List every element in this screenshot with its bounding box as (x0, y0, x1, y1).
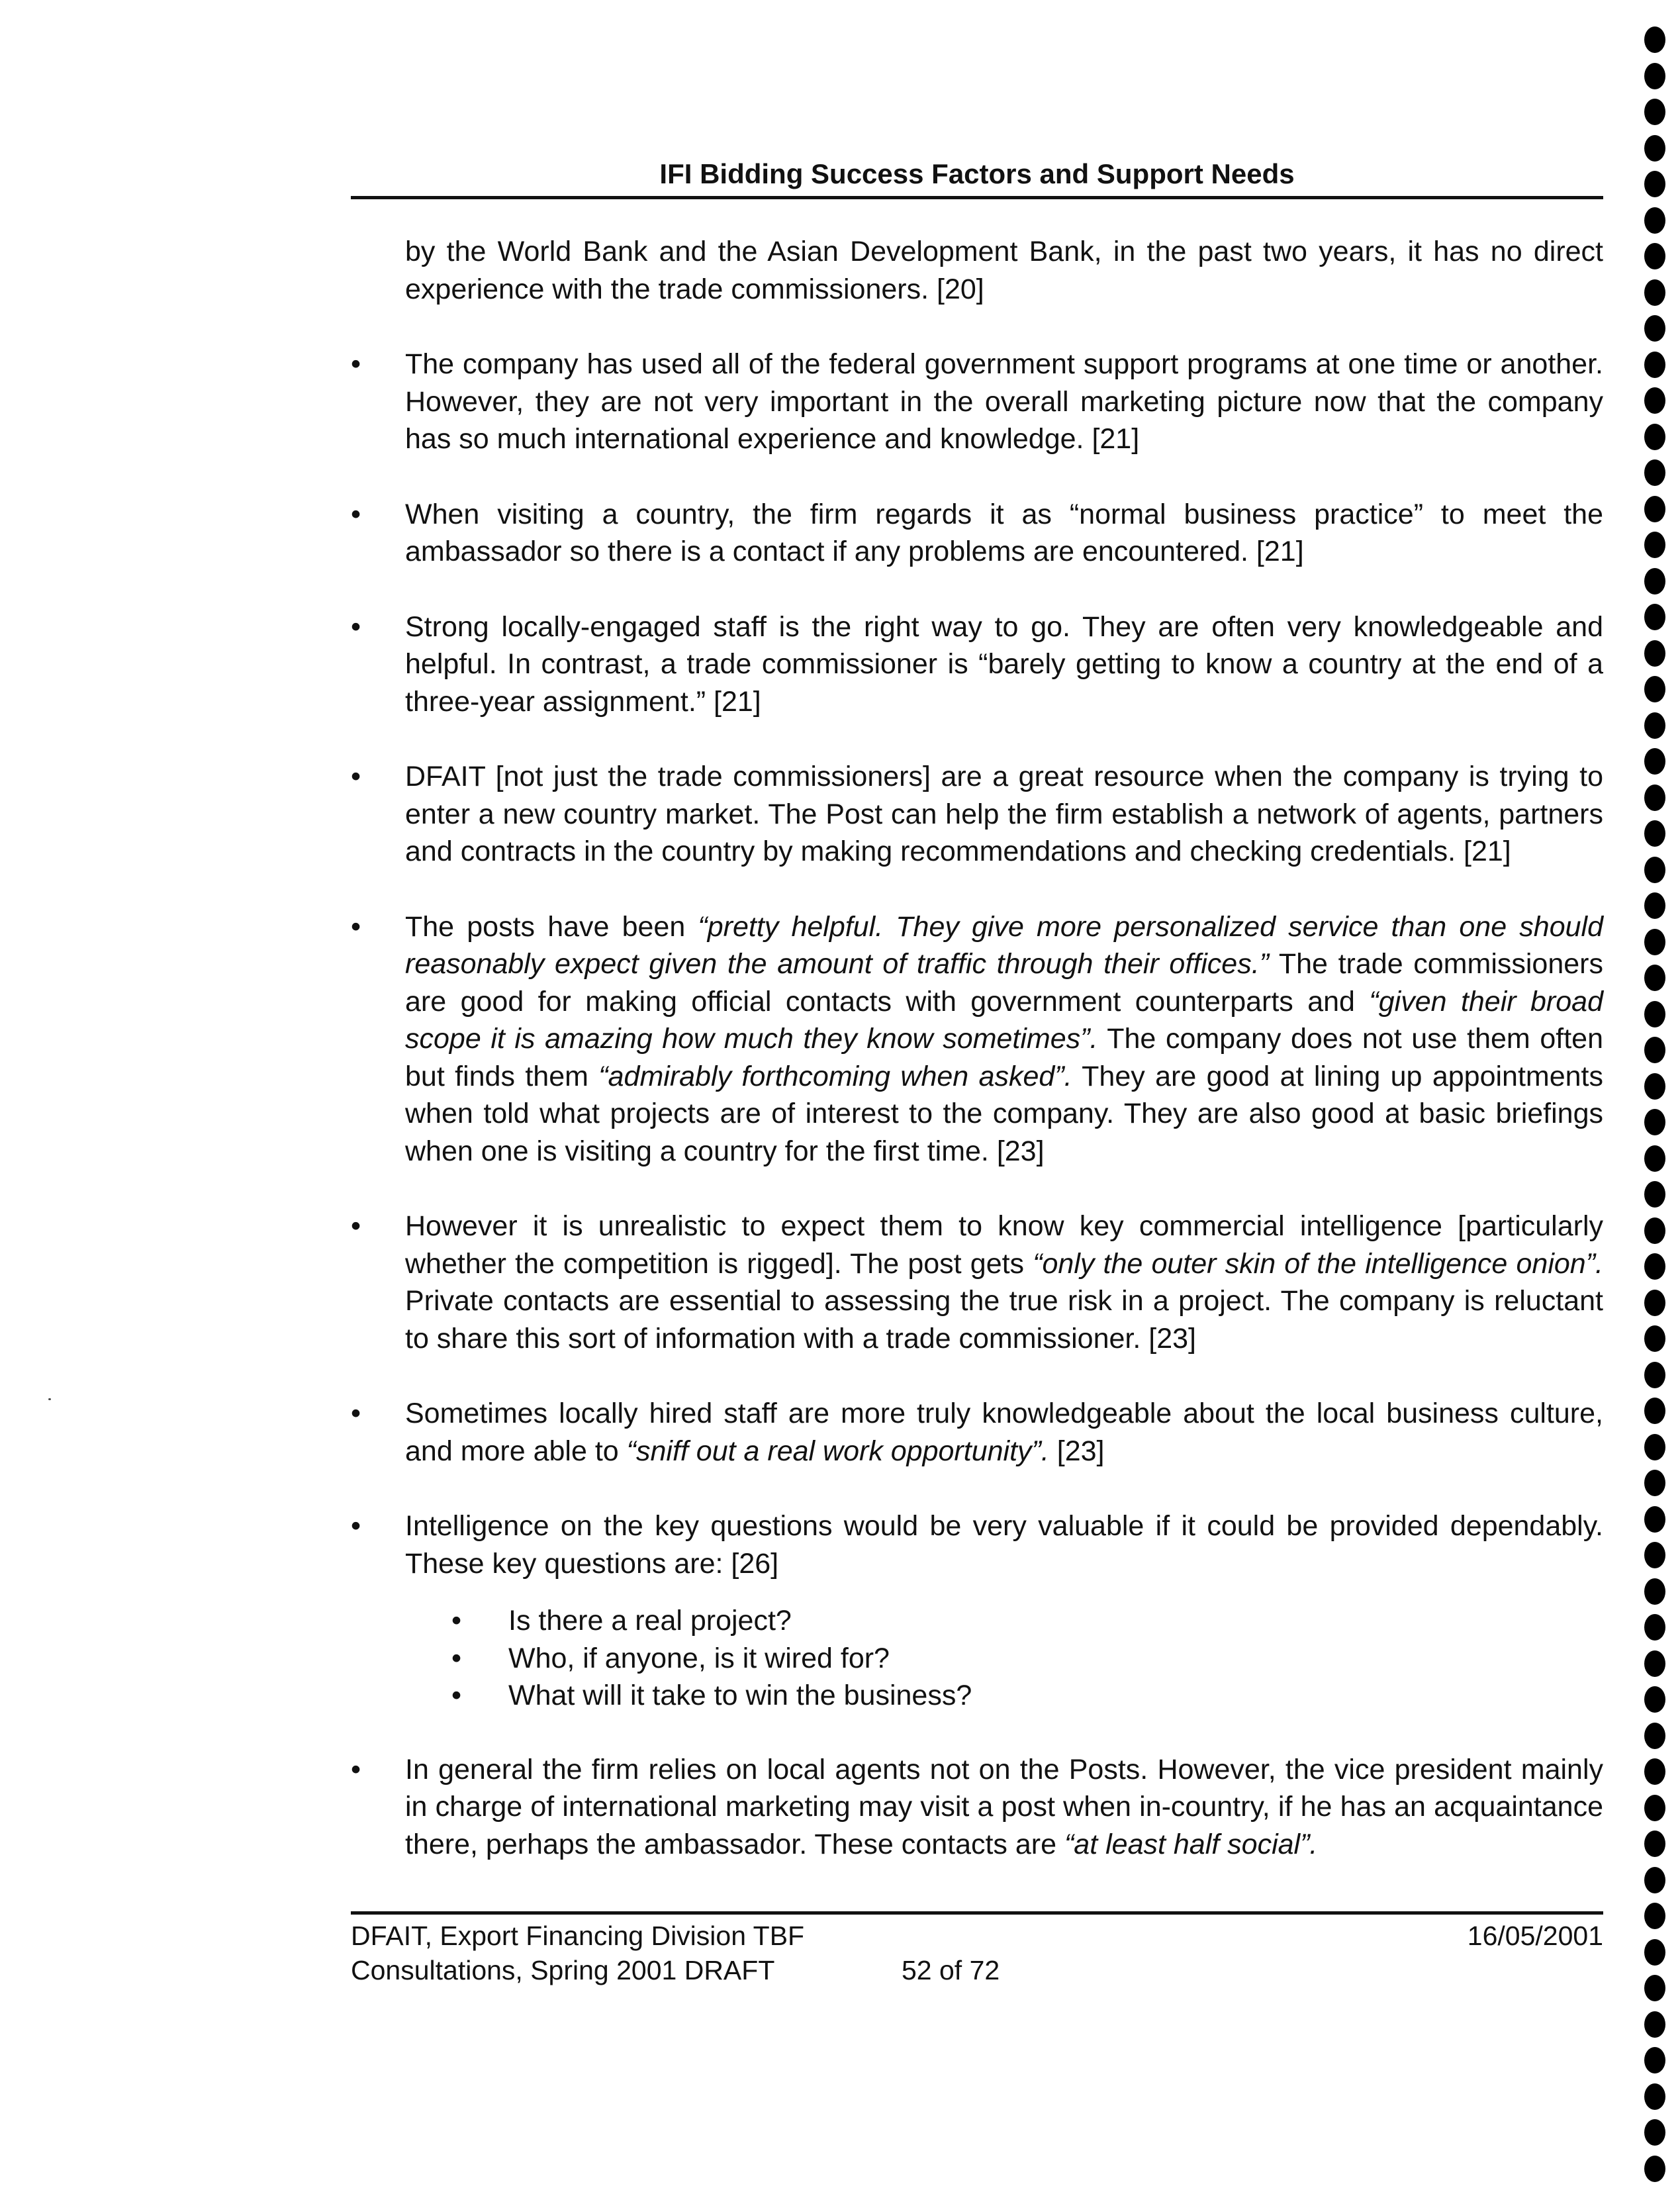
bullet-icon: • (351, 1510, 361, 1542)
bullet-item (351, 346, 1603, 458)
footer-line-1: DFAIT, Export Financing Division TBF (351, 1921, 805, 1951)
binding-hole-icon (1644, 1037, 1665, 1063)
bullet-item (351, 1208, 1603, 1357)
bullet-item (351, 496, 1603, 571)
bullet-icon: • (451, 1680, 462, 1711)
bullet-text (405, 1210, 1603, 1355)
page-header-title: IFI Bidding Success Factors and Support Needs (659, 158, 1295, 189)
binding-hole-icon (1644, 1290, 1665, 1316)
bullet-item (351, 1395, 1603, 1470)
text-run: They are good at lining up appointments when told what projects are of interest to the company. They are also good at basic briefings when one is visiting a country for the first time. [23] (405, 1060, 1604, 1167)
bullet-text (405, 1754, 1603, 1860)
binding-hole-icon (1644, 1614, 1665, 1641)
binding-hole-icon (1644, 929, 1665, 955)
bullet-icon: • (451, 1605, 462, 1637)
bullet-text: Intelligence on the key questions would be very valuable if it could be provided dependably. These key questions are: [26] (405, 1510, 1603, 1580)
bullet-text (405, 1398, 1603, 1467)
footer-left (351, 1919, 804, 1987)
bullet-icon: • (351, 910, 361, 943)
quoted-text: “given their broad scope it is amazing how much they know sometimes”. (405, 985, 1603, 1055)
binding-hole-icon (1644, 604, 1665, 630)
bullet-icon: • (451, 1642, 462, 1674)
binding-hole-icon (1644, 1903, 1665, 1929)
binding-hole-icon (1644, 1181, 1665, 1208)
binding-hole-icon (1644, 135, 1665, 162)
binding-hole-icon (1644, 1434, 1665, 1460)
scan-speck (48, 1398, 51, 1400)
binding-hole-icon (1644, 1506, 1665, 1533)
footer-date: 16/05/2001 (1467, 1921, 1603, 1951)
binding-hole-icon (1644, 1686, 1665, 1713)
continuation-paragraph: by the World Bank and the Asian Development Bank, in the past two years, it has no direct experience with the trade commissioners. [20] (405, 236, 1603, 305)
binding-hole-icon (1644, 2156, 1665, 2182)
text-run: The trade commissioners are good for making official contacts with government counterparts and (405, 948, 1603, 1018)
binding-hole-icon (1644, 99, 1665, 125)
binding-hole-icon (1644, 2047, 1665, 2073)
binding-hole-icon (1644, 1542, 1665, 1568)
bullet-item (351, 908, 1603, 1170)
text-run: Sometimes locally hired staff are more truly knowledgeable about the local business culture, and more able to (405, 1398, 1603, 1467)
binding-hole-icon (1644, 1831, 1665, 1857)
binding-hole-icon (1644, 2011, 1665, 2038)
binding-hole-icon (1644, 748, 1665, 775)
bullet-item (351, 608, 1603, 721)
bullet-item (351, 758, 1603, 871)
binding-hole-icon (1644, 1795, 1665, 1821)
binding-hole-icon (1644, 424, 1665, 450)
quoted-text: “pretty helpful. They give more personalized service than one should reasonably expect given the amount of traffic through their offices.” (405, 910, 1603, 980)
bullet-icon: • (351, 498, 361, 530)
bullet-text: DFAIT [not just the trade commissioners] are a great resource when the company is trying to enter a new country market. The Post can help the firm establish a network of agents, partners and contracts in the country by making recommendations and checking credentials. [21] (405, 761, 1603, 867)
binding-hole-icon (1644, 1578, 1665, 1605)
text-run: The company does not use them often but finds them (405, 1023, 1603, 1092)
bullet-text (405, 911, 1603, 1167)
header-rule (351, 196, 1603, 199)
binding-hole-icon (1644, 459, 1665, 486)
footer-rule (351, 1911, 1603, 1915)
sub-bullet-item (351, 1602, 1603, 1640)
binding-hole-icon (1644, 1325, 1665, 1352)
bullet-text: When visiting a country, the firm regards it as “normal business practice” to meet the ambassador so there is a contact if any problems are encountered. [21] (405, 498, 1603, 567)
binding-hole-icon (1644, 496, 1665, 522)
text-run: In general the firm relies on local agents not on the Posts. However, the vice president mainly in charge of international marketing may visit a post when in-country, if he has an acquaintance there, perhaps the ambassador. These contacts are (405, 1753, 1603, 1860)
page-number: 52 of 72 (902, 1955, 1000, 1985)
binding-hole-icon (1644, 315, 1665, 342)
binding-hole-icon (1644, 1650, 1665, 1677)
binding-hole-icon (1644, 785, 1665, 811)
binding-hole-icon (1644, 1001, 1665, 1027)
binding-hole-icon (1644, 2083, 1665, 2110)
binding-hole-icon (1644, 892, 1665, 919)
sub-bullet-item (351, 1677, 1603, 1715)
binding-hole-icon (1644, 1723, 1665, 1749)
binding-hole-icon (1644, 965, 1665, 991)
binding-hole-icon (1644, 279, 1665, 306)
binding-hole-icon (1644, 1867, 1665, 1893)
quoted-text: “only the outer skin of the intelligence onion”. (1033, 1247, 1603, 1280)
bullet-text: The company has used all of the federal government support programs at one time or another. However, they are not very important in the overall marketing picture now that the company has so much international experience and knowledge. [21] (405, 348, 1603, 455)
footer-line-2: Consultations, Spring 2001 DRAFT (351, 1955, 775, 1985)
binding-hole-icon (1644, 171, 1665, 197)
quoted-text: “at least half social”. (1064, 1828, 1318, 1860)
binding-hole-icon (1644, 1217, 1665, 1244)
binding-hole-icon (1644, 820, 1665, 847)
binding-hole-icon (1644, 1073, 1665, 1100)
text-run: Private contacts are essential to assessing the true risk in a project. The company is reluctant to share this sort of information with a trade commissioner. [23] (405, 1285, 1603, 1355)
binding-hole-icon (1644, 1939, 1665, 1966)
binding-hole-icon (1644, 26, 1665, 53)
sub-bullet-text: Who, if anyone, is it wired for? (508, 1642, 890, 1674)
binding-hole-icon (1644, 2119, 1665, 2146)
bullet-item (351, 1507, 1603, 1582)
key-questions-list (351, 1602, 1603, 1715)
bullet-icon: • (351, 348, 361, 380)
binding-hole-icon (1644, 1398, 1665, 1424)
bullet-icon: • (351, 1753, 361, 1785)
bullet-icon: • (351, 1210, 361, 1242)
binding-hole-icon (1644, 712, 1665, 739)
binding-hole-icon (1644, 532, 1665, 558)
bullet-text: Strong locally-engaged staff is the right way to go. They are often very knowledgeable and helpful. In contrast, a trade commissioner is “barely getting to know a country at the end of a three-year assignment.” [21] (405, 610, 1603, 718)
binding-hole-icon (1644, 1975, 1665, 2001)
binding-hole-icon (1644, 1253, 1665, 1280)
binding-holes-strip (1644, 0, 1671, 2190)
quoted-text: “sniff out a real work opportunity”. (626, 1435, 1049, 1467)
sub-bullet-text: What will it take to win the business? (508, 1680, 972, 1711)
quoted-text: “admirably forthcoming when asked”. (598, 1060, 1072, 1092)
sub-bullet-item (351, 1640, 1603, 1678)
binding-hole-icon (1644, 1109, 1665, 1135)
binding-hole-icon (1644, 207, 1665, 234)
binding-hole-icon (1644, 1758, 1665, 1785)
binding-hole-icon (1644, 243, 1665, 269)
bullet-icon: • (351, 1398, 361, 1429)
binding-hole-icon (1644, 857, 1665, 883)
binding-hole-icon (1644, 387, 1665, 414)
document-body (351, 233, 1603, 1901)
sub-bullet-text: Is there a real project? (508, 1605, 792, 1637)
text-run: [23] (1049, 1435, 1105, 1467)
binding-hole-icon (1644, 1145, 1665, 1172)
text-run: The posts have been (405, 910, 698, 943)
binding-hole-icon (1644, 640, 1665, 667)
bullet-icon: • (351, 610, 361, 643)
bullet-icon: • (351, 761, 361, 792)
binding-hole-icon (1644, 352, 1665, 378)
bullet-item (351, 1751, 1603, 1864)
binding-hole-icon (1644, 63, 1665, 89)
binding-hole-icon (1644, 1362, 1665, 1388)
binding-hole-icon (1644, 568, 1665, 595)
text-run: However it is unrealistic to expect them to know key commercial intelligence [particularly whether the competition is rigged]. The post gets (405, 1210, 1603, 1280)
binding-hole-icon (1644, 1470, 1665, 1496)
binding-hole-icon (1644, 676, 1665, 702)
